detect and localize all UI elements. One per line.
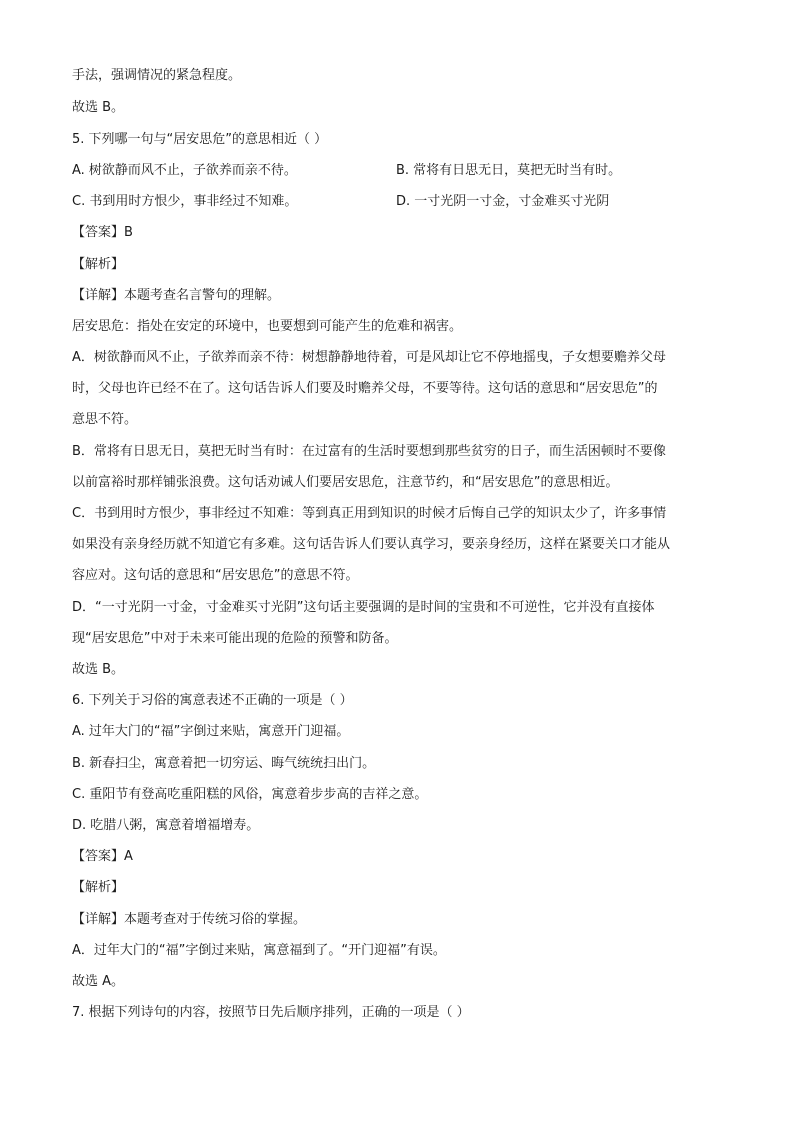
question-6-option-b: B. 新春扫尘，寓意着把一切穷运、晦气统统扫出门。: [72, 756, 376, 771]
question-6-analysis-heading: 【解析】: [72, 880, 125, 895]
question-5-analysis-heading: 【解析】: [72, 257, 125, 272]
question-6-answer: 【答案】A: [72, 849, 133, 864]
question-5-answer: 【答案】B: [72, 225, 133, 240]
question-7-stem: 7. 根据下列诗句的内容，按照节日先后顺序排列，正确的一项是（ ）: [72, 1005, 470, 1020]
text-line: 容应对。这句话的意思和“居安思危”的意思不符。: [72, 568, 359, 583]
text-line: A．过年大门的“福”字倒过来贴，寓意福到了。“开门迎福”有误。: [72, 943, 446, 958]
question-5-option-c: C. 书到用时方恨少，事非经过不知难。: [72, 194, 298, 209]
text-line: B．常将有日思无日，莫把无时当有时：在过富有的生活时要想到那些贫穷的日子，而生活困顿时不要像: [72, 444, 666, 459]
text-line: 以前富裕时那样铺张浪费。这句话劝诫人们要居安思危，注意节约，和“居安思危”的意思相近。: [72, 475, 619, 490]
question-5-stem: 5. 下列哪一句与“居安思危”的意思相近（ ）: [72, 132, 328, 147]
text-line: 手法，强调情况的紧急程度。: [72, 68, 242, 83]
text-line: 如果没有亲身经历就不知道它有多难。这句话告诉人们要认真学习，要亲身经历，这样在紧要关口才能从: [72, 537, 671, 552]
question-6-detail: 【详解】本题考查对于传统习俗的掌握。: [72, 912, 307, 927]
text-line: C．书到用时方恨少，事非经过不知难：等到真正用到知识的时候才后悔自己学的知识太少了，许多事情: [72, 506, 667, 521]
question-5-detail: 【详解】本题考查名言警句的理解。: [72, 288, 281, 303]
question-6-option-a: A. 过年大门的“福”字倒过来贴，寓意开门迎福。: [72, 724, 350, 739]
text-line: A．树欲静而风不止，子欲养而亲不待：树想静静地待着，可是风却让它不停地摇曳，子女想要赡养父母: [72, 350, 666, 365]
text-line: 意思不符。: [72, 412, 138, 427]
text-line: 故选 B。: [72, 100, 125, 115]
question-5-option-b: B. 常将有日思无日，莫把无时当有时。: [396, 163, 622, 178]
text-line: 故选 A。: [72, 974, 125, 989]
question-6-option-c: C. 重阳节有登高吃重阳糕的风俗，寓意着步步高的吉祥之意。: [72, 787, 428, 802]
question-5-option-a: A. 树欲静而风不止，子欲养而亲不待。: [72, 163, 297, 178]
text-line: 故选 B。: [72, 662, 125, 677]
question-5-option-d: D. 一寸光阴一寸金，寸金难买寸光阴: [396, 194, 610, 209]
question-6-stem: 6. 下列关于习俗的寓意表述不正确的一项是（ ）: [72, 693, 353, 708]
text-line: 时，父母也许已经不在了。这句话告诉人们要及时赡养父母，不要等待。这句话的意思和“居安思危”的: [72, 381, 658, 396]
question-6-option-d: D. 吃腊八粥，寓意着增福增寿。: [72, 818, 260, 833]
text-line: 居安思危：指处在安定的环境中，也要想到可能产生的危难和祸害。: [72, 319, 463, 334]
text-line: D．“一寸光阴一寸金，寸金难买寸光阴”这句话主要强调的是时间的宝贵和不可逆性，它并没有直接体: [72, 600, 655, 615]
text-line: 现“居安思危”中对于未来可能出现的危险的预警和防备。: [72, 631, 398, 646]
